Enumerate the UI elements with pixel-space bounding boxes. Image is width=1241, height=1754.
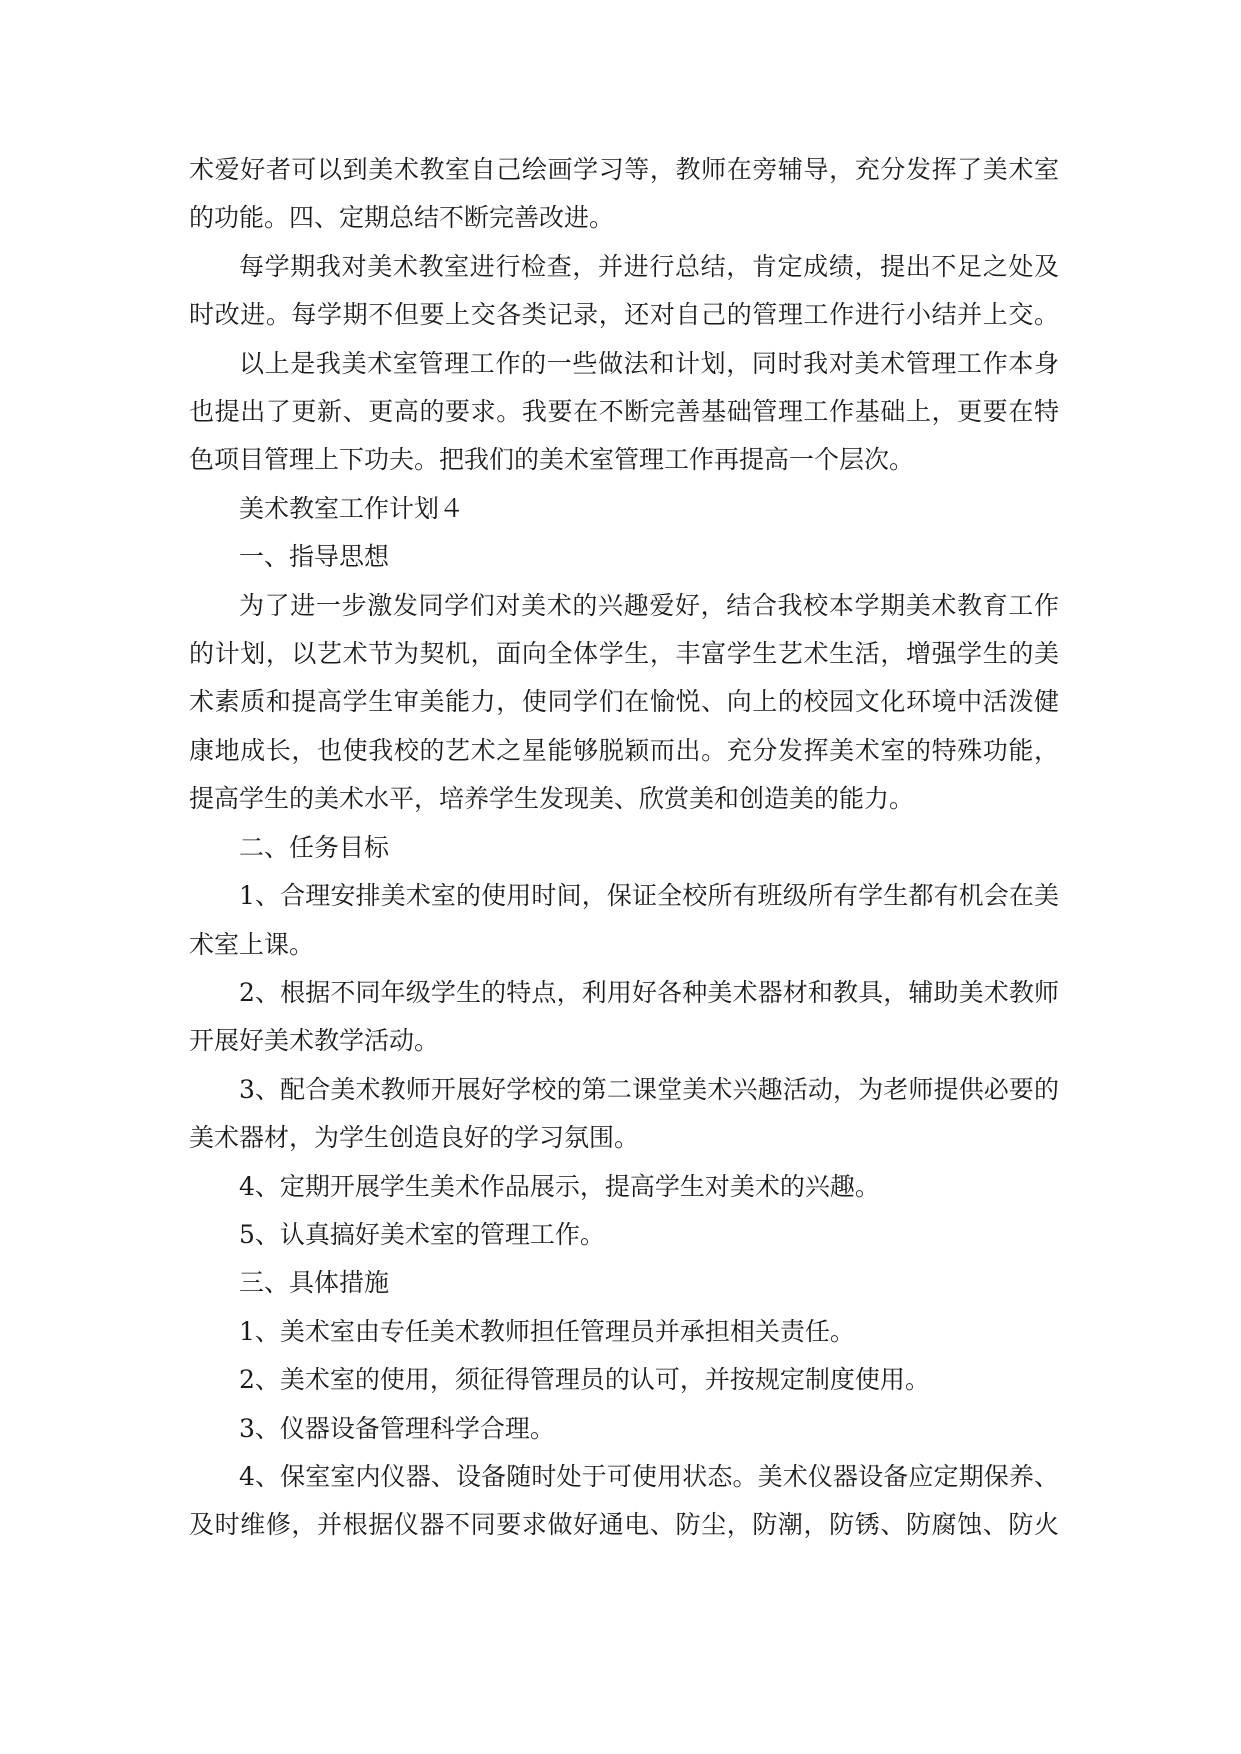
goal-item-2 (189, 969, 1059, 1066)
text-line: 术爱好者可以到美术教室自己绘画学习等，教师在旁辅导，充分发挥了美术室 (189, 155, 1059, 184)
document-body (189, 146, 1059, 1550)
text-line: 康地成长，也使我校的艺术之星能够脱颖而出。充分发挥美术室的特殊功能， (189, 735, 1059, 765)
text-line: 美术教室工作计划４ (239, 493, 465, 523)
text-line: 4、定期开展学生美术作品展示，提高学生对美术的兴趣。 (239, 1171, 880, 1201)
text-line: 3、仪器设备管理科学合理。 (239, 1413, 555, 1443)
text-line: 提高学生的美术水平，培养学生发现美、欣赏美和创造美的能力。 (189, 784, 915, 814)
text-line: 以上是我美术室管理工作的一些做法和计划，同时我对美术管理工作本身 (239, 348, 1059, 378)
text-line: 为了进一步激发同学们对美术的兴趣爱好，结合我校本学期美术教育工作 (239, 590, 1059, 620)
text-line: 二、任务目标 (239, 832, 390, 862)
paragraph-continuation (189, 146, 1059, 243)
text-line: 三、具体措施 (239, 1268, 390, 1298)
text-line: 时改进。每学期不但要上交各类记录，还对自己的管理工作进行小结并上交。 (189, 300, 1059, 330)
heading-specific-measures (189, 1259, 1059, 1307)
text-line: 1、合理安排美术室的使用时间，保证全校所有班级所有学生都有机会在美 (239, 881, 1059, 911)
paragraph-guiding-ideology (189, 582, 1059, 824)
text-line: 1、美术室由专任美术教师担任管理员并承担相关责任。 (239, 1316, 855, 1346)
text-line: 术素质和提高学生审美能力，使同学们在愉悦、向上的校园文化环境中活泼健 (189, 687, 1059, 717)
paragraph-summary (189, 340, 1059, 485)
heading-guiding-ideology (189, 533, 1059, 581)
text-line: 也提出了更新、更高的要求。我要在不断完善基础管理工作基础上，更要在特 (189, 397, 1059, 427)
text-line: 美术器材，为学生创造良好的学习氛围。 (189, 1123, 640, 1153)
text-line: 2、美术室的使用，须征得管理员的认可，并按规定制度使用。 (239, 1365, 930, 1395)
text-line: 4、保室室内仪器、设备随时处于可使用状态。美术仪器设备应定期保养、 (239, 1461, 1059, 1491)
text-line: 3、配合美术教师开展好学校的第二课堂美术兴趣活动，为老师提供必要的 (239, 1074, 1059, 1104)
goal-item-4 (189, 1163, 1059, 1211)
text-line: 5、认真搞好美术室的管理工作。 (239, 1219, 605, 1249)
text-line: 开展好美术教学活动。 (189, 1026, 440, 1056)
text-line: 2、根据不同年级学生的特点，利用好各种美术器材和教具，辅助美术教师 (239, 977, 1059, 1007)
text-line: 的功能。四、定期总结不断完善改进。 (189, 203, 615, 233)
goal-item-5 (189, 1211, 1059, 1259)
measure-item-4 (189, 1453, 1059, 1550)
measure-item-1 (189, 1308, 1059, 1356)
text-line: 每学期我对美术教室进行检查，并进行总结，肯定成绩，提出不足之处及 (239, 251, 1059, 281)
measure-item-2 (189, 1356, 1059, 1404)
paragraph-inspection (189, 243, 1059, 340)
text-line: 术室上课。 (189, 929, 315, 959)
goal-item-3 (189, 1066, 1059, 1163)
text-line: 的计划，以艺术节为契机，面向全体学生，丰富学生艺术生活，增强学生的美 (189, 639, 1059, 669)
section-title (189, 485, 1059, 533)
heading-task-goals (189, 824, 1059, 872)
text-line: 及时维修，并根据仪器不同要求做好通电、防尘，防潮，防锈、防腐蚀、防火 (189, 1510, 1059, 1540)
goal-item-1 (189, 872, 1059, 969)
measure-item-3 (189, 1405, 1059, 1453)
text-line: 一、指导思想 (239, 542, 390, 572)
text-line: 色项目管理上下功夫。把我们的美术室管理工作再提高一个层次。 (189, 445, 915, 475)
